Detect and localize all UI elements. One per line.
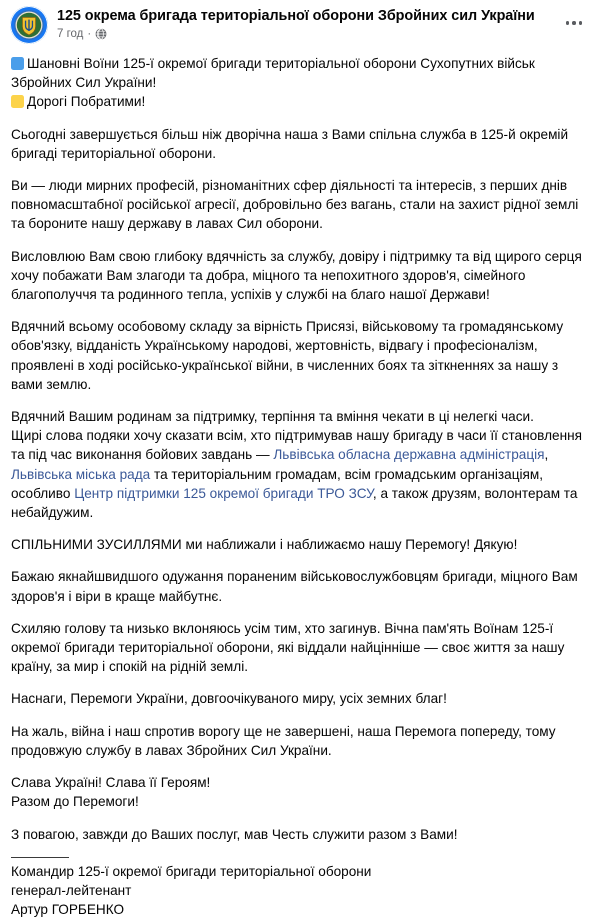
link-support-center-125-brigade[interactable]: Центр підтримки 125 окремої бригади ТРО ЗСУ [74,485,373,501]
signature-line-3: Артур ГОРБЕНКО [11,902,125,918]
yellow-square-emoji [11,95,24,108]
page-title[interactable]: 125 окрема бригада територіальної оборони Збройних сил України [57,8,535,24]
intro-line-2: Дорогі Побратими! [27,94,146,110]
post-header [0,0,603,46]
paragraph-4: Вдячний всьому особовому складу за вірність Присязі, військовому та громадянському обов'язку, відданість Українському народові, жертовність, відвагу і професіоналізм, проявлені в ході російсько-української війни, в численних боях та зіткненнях за нашу з вами землю. [11,319,564,392]
slogan-line-1: Слава Україні! Слава її Героям! [11,775,211,791]
post-header-text [57,6,593,41]
paragraph-10: Наснаги, Перемоги України, довгоочікуваного миру, усіх земних благ! [11,691,447,707]
link-lviv-regional-administration[interactable]: Львівська обласна державна адміністрація [273,447,545,463]
paragraph-8: Бажаю якнайшвидшого одужання пораненим військовослужбовцям бригади, міцного Вам здоров'я і віри в краще майбутнє. [11,569,578,604]
paragraph-6-text-c: та територіальним громадам, всім громадським організаціям, особливо [11,466,543,501]
brigade-emblem-icon [10,6,48,44]
more-options-dot [579,21,583,25]
avatar[interactable] [10,6,48,44]
more-options-button[interactable] [561,14,587,32]
blue-square-emoji [11,57,24,70]
paragraph-6-text-b: , [544,447,549,463]
paragraph-2: Ви — люди мирних професій, різноманітних сфер діяльності та інтересів, з перших днів повномасштабної російської агресії, добровільно без вагань, стали на захист рідної землі та бороните нашу державу в лавах Сил оборони. [11,178,579,232]
signature-divider [11,857,69,858]
post-body [0,46,603,919]
paragraph-12 [11,773,592,811]
globe-icon[interactable] [95,28,107,40]
paragraph-1: Сьогодні завершується більш ніж дворічна наша з Вами спільна служба в 125-й окремій бригаді територіальної оборони. [11,126,569,161]
post-intro [11,54,592,112]
paragraph-13: З повагою, завжди до Ваших послуг, мав Честь служити разом з Вами! [11,826,458,842]
slogan-line-2: Разом до Перемоги! [11,794,139,810]
paragraph-6-text-d: , а також друзям, волонтерам та небайдужим. [11,485,578,521]
post-meta [57,27,593,41]
paragraph-5: Вдячний Вашим родинам за підтримку, терпіння та вміння чекати в ці нелегкі часи. [11,409,534,425]
link-lviv-city-council[interactable]: Львівська міська рада [11,466,151,482]
signature [11,862,592,919]
paragraph-6-text-a: Щирі слова подяки хочу сказати всім, хто підтримував нашу бригаду в часи її становлення та під час виконання бойових завдань — [11,428,582,463]
signature-line-1: Командир 125-ї окремої бригади територіальної оборони [11,863,372,879]
paragraph-7: СПІЛЬНИМИ ЗУСИЛЛЯМИ ми наближали і наближаємо нашу Перемогу! Дякую! [11,537,518,553]
more-options-dot [566,21,570,25]
paragraph-11: На жаль, війна і наш спротив ворогу ще не завершені, наша Перемога попереду, тому продовжую службу в лавах Збройних Сил України. [11,723,556,758]
post-timestamp[interactable]: 7 год [57,28,84,40]
signature-line-2: генерал-лейтенант [11,882,132,898]
more-options-dot [572,21,576,25]
paragraph-3: Висловлюю Вам свою глибоку вдячність за службу, довіру і підтримку та від щирого серця хочу побажати Вам злагоди та добра, міцного та непохитного здоров'я, сімейного благополуччя та родинного тепла, успіхів у службі на благо нашої Держави! [11,248,582,303]
paragraph-6 [11,426,592,522]
paragraph-9: Схиляю голову та низько вклоняюсь усім тим, хто загинув. Вічна пам'ять Воїнам 125-ї окремої бригади територіальної оборони, які віддали найцінніше — своє життя за нашу країну, за мир і спокій на рідній землі. [11,620,565,675]
intro-line-1: Шановні Воїни 125-ї окремої бригади територіальної оборони Сухопутних військ Збройних Сил України! [11,56,535,91]
meta-separator: · [87,28,92,40]
